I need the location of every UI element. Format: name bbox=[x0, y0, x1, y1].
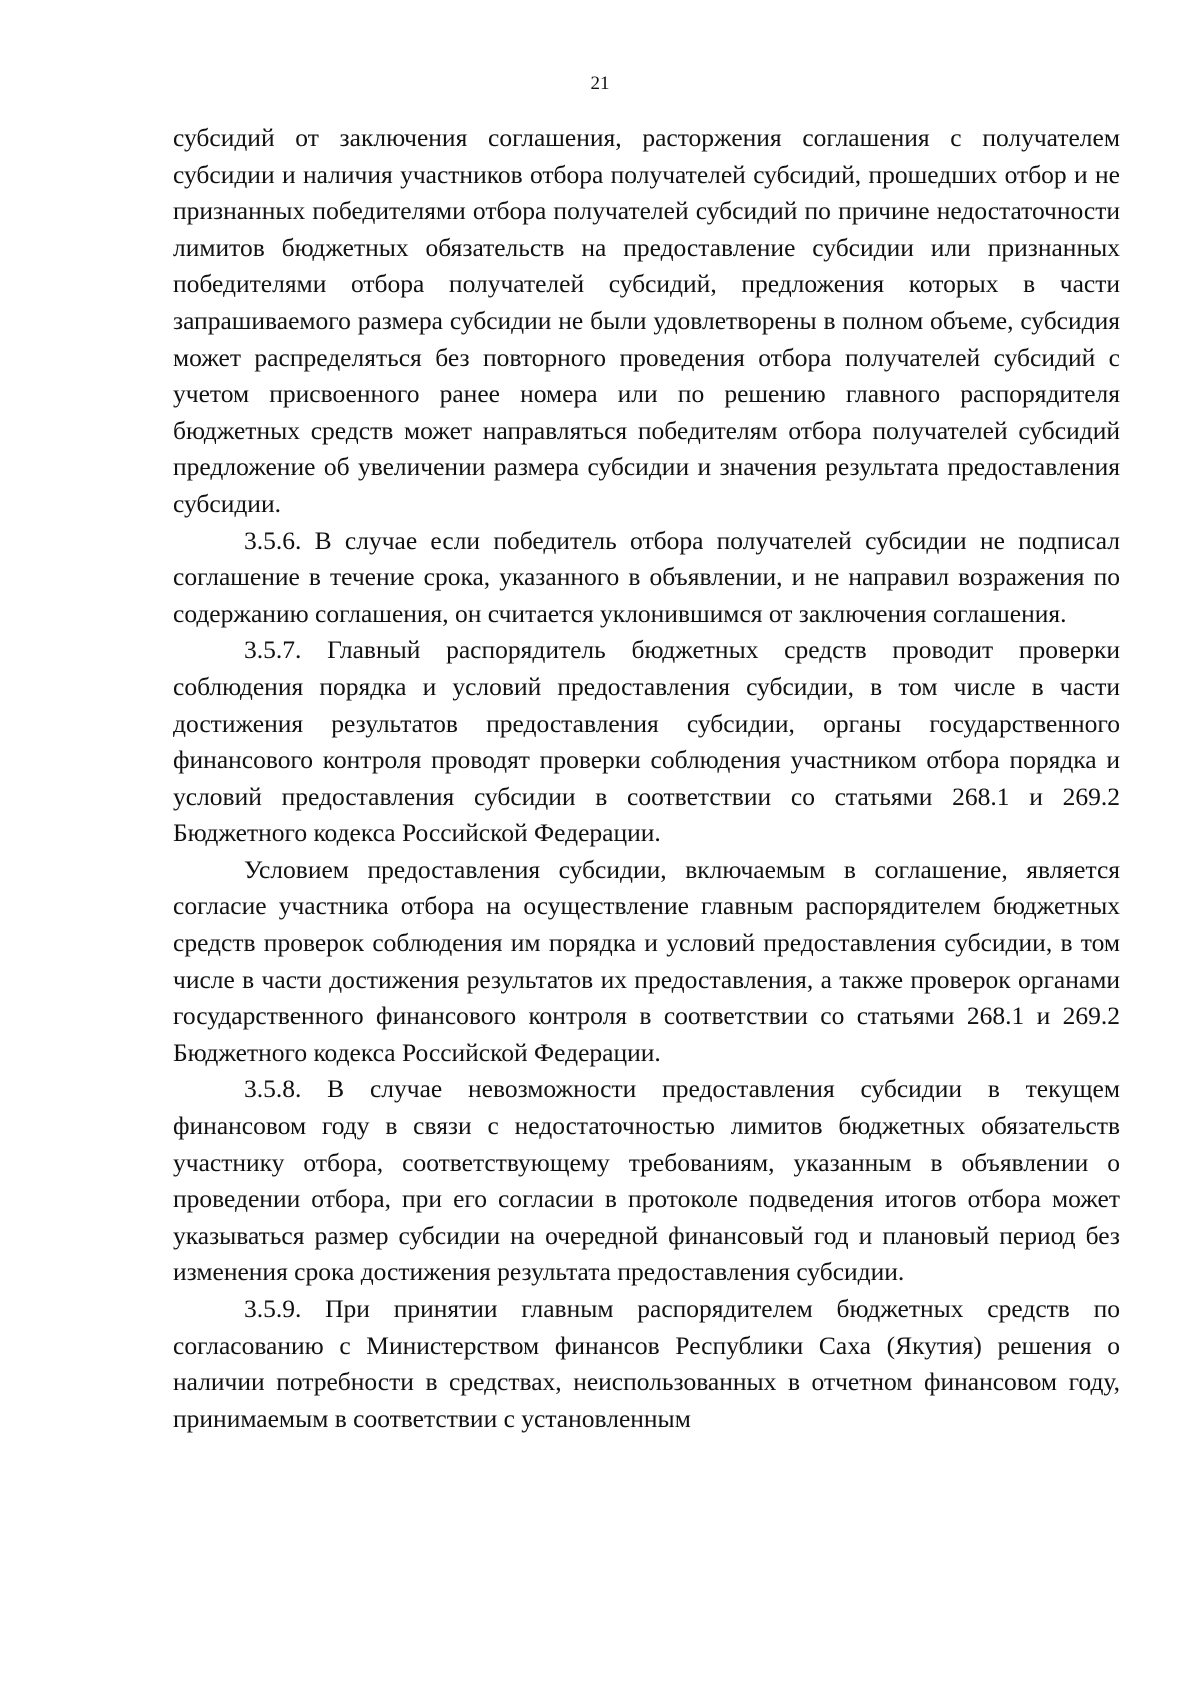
paragraph-3-5-8: 3.5.8. В случае невозможности предоставления субсидии в текущем финансовом году в связи с недостаточностью лимитов бюджетных обязательств участнику отбора, соответствующему требованиям, указанным в объявлении о проведении отбора, при его согласии в протоколе подведения итогов отбора может указываться размер субсидии на очередной финансовый год и плановый период без изменения срока достижения результата предоставления субсидии. bbox=[173, 1074, 1120, 1287]
document-body bbox=[173, 120, 1120, 1437]
paragraph-condition: Условием предоставления субсидии, включаемым в соглашение, является согласие участника отбора на осуществление главным распорядителем бюджетных средств проверок соблюдения им порядка и условий предоставления субсидии, в том числе в части достижения результатов их предоставления, а также проверок органами государственного финансового контроля в соответствии со статьями 268.1 и 269.2 Бюджетного кодекса Российской Федерации. bbox=[173, 854, 1120, 1067]
paragraph-3-5-9: 3.5.9. При принятии главным распорядителем бюджетных средств по согласованию с Министерством финансов Республики Саха (Якутия) решения о наличии потребности в средствах, неиспользованных в отчетном финансовом году, принимаемым в соответствии с установленным bbox=[173, 1294, 1120, 1433]
paragraph-3-5-6: 3.5.6. В случае если победитель отбора получателей субсидии не подписал соглашение в течение срока, указанного в объявлении, и не направил возражения по содержанию соглашения, он считается уклонившимся от заключения соглашения. bbox=[173, 525, 1120, 628]
paragraph-continuation: субсидий от заключения соглашения, расторжения соглашения с получателем субсидии и наличия участников отбора получателей субсидий, прошедших отбор и не признанных победителями отбора получателей субсидий по причине недостаточности лимитов бюджетных обязательств на предоставление субсидии или признанных победителями отбора получателей субсидий, предложения которых в части запрашиваемого размера субсидии не были удовлетворены в полном объеме, субсидия может распределяться без повторного проведения отбора получателей субсидий с учетом присвоенного ранее номера или по решению главного распорядителя бюджетных средств может направляться победителям отбора получателей субсидий предложение об увеличении размера субсидии и значения результата предоставления субсидии. bbox=[173, 123, 1120, 518]
page-number: 21 bbox=[590, 73, 610, 94]
paragraph-3-5-7: 3.5.7. Главный распорядитель бюджетных средств проводит проверки соблюдения порядка и условий предоставления субсидии, в том числе в части достижения результатов предоставления субсидии, органы государственного финансового контроля проводят проверки соблюдения участником отбора порядка и условий предоставления субсидии в соответствии со статьями 268.1 и 269.2 Бюджетного кодекса Российской Федерации. bbox=[173, 635, 1120, 848]
